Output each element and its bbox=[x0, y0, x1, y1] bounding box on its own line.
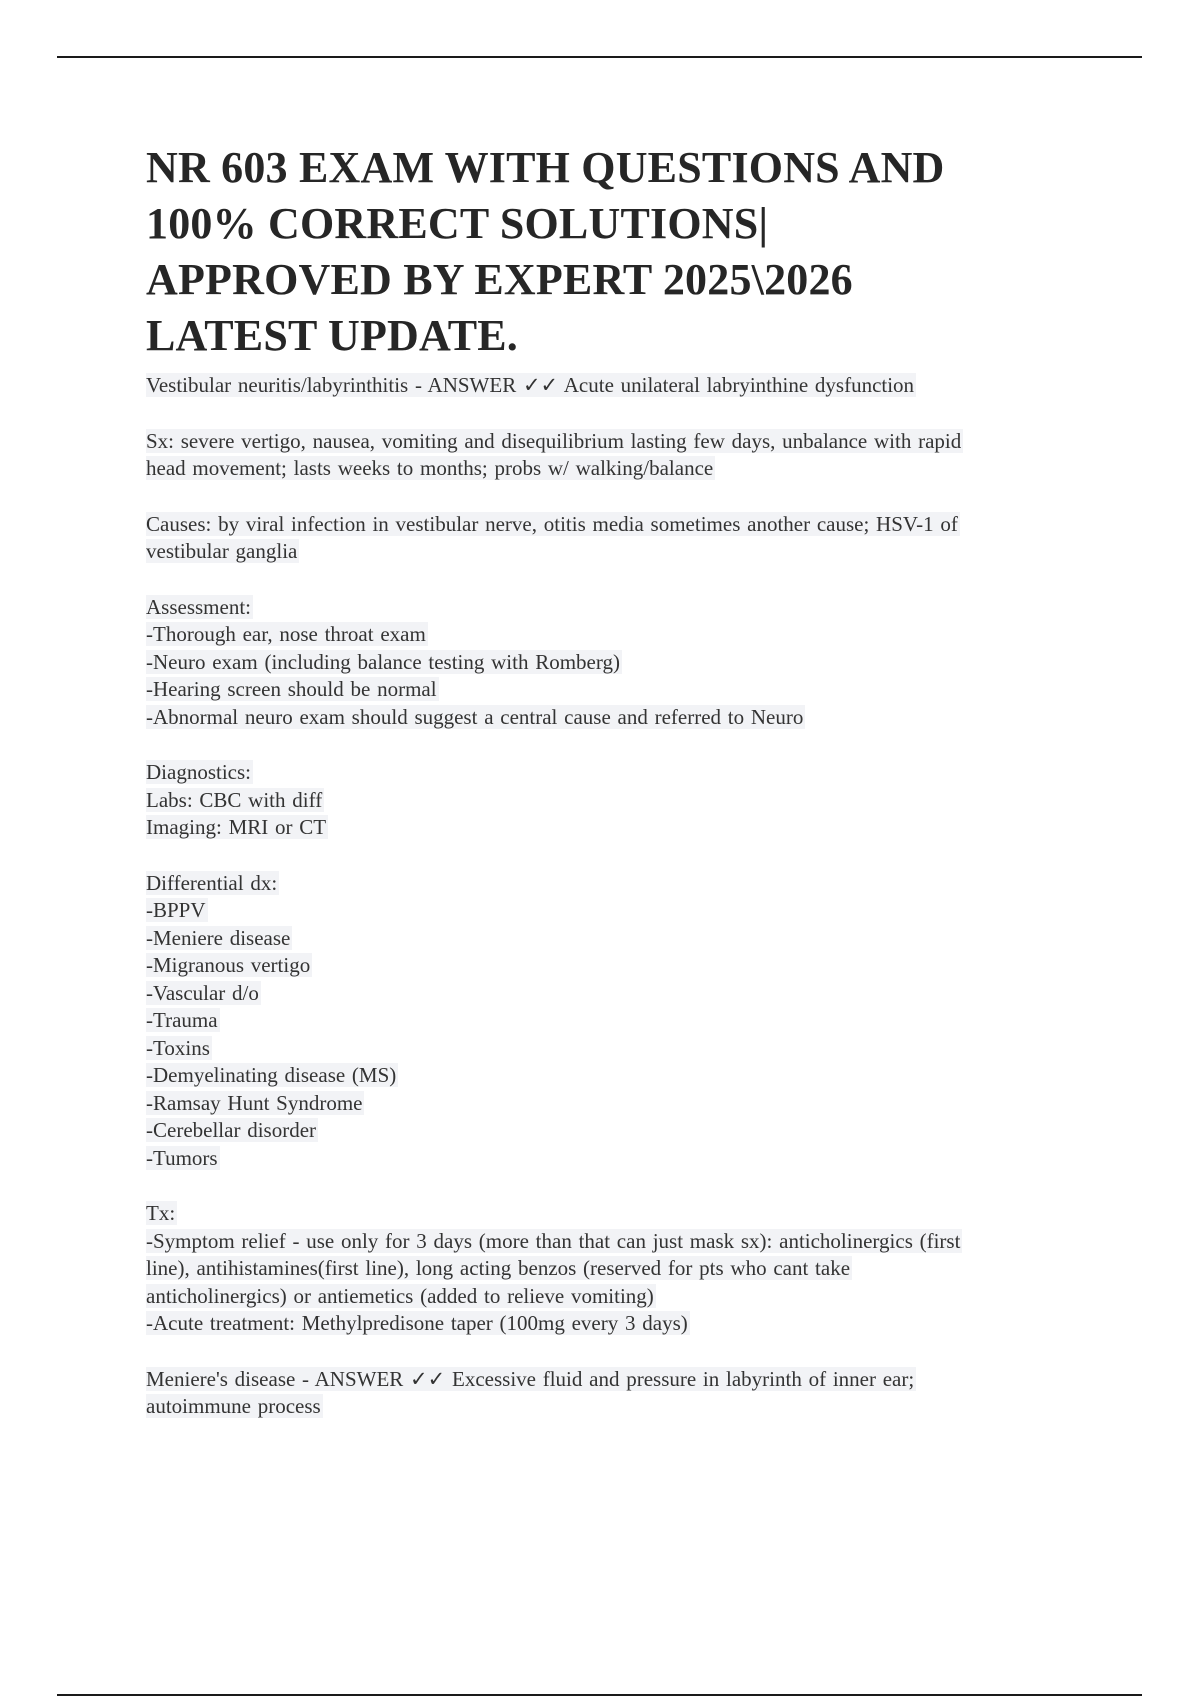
paragraph bbox=[146, 372, 1066, 400]
line-text: -Toxins bbox=[146, 1035, 210, 1060]
line-text: Differential dx: bbox=[146, 870, 278, 895]
text-line bbox=[146, 1283, 1066, 1311]
line-text: autoimmune process bbox=[146, 1394, 321, 1418]
line-text: -Hearing screen should be normal bbox=[146, 677, 437, 701]
text-line bbox=[146, 676, 1066, 704]
text-line bbox=[146, 1090, 1066, 1118]
line-text: -Acute treatment: Methylpredisone taper (100mg every 3 days) bbox=[146, 1311, 688, 1335]
top-rule bbox=[57, 56, 1142, 58]
text-line bbox=[146, 1200, 1066, 1228]
line-text: -Symptom relief - use only for 3 days (more than that can just mask sx): anticholinergics (first bbox=[146, 1228, 961, 1253]
line-text: Causes: by viral infection in vestibular nerve, otitis media sometimes another cause; HSV-1 of bbox=[146, 511, 958, 536]
text-line bbox=[146, 1310, 1066, 1338]
text-line bbox=[146, 1035, 1066, 1063]
line-text: -Thorough ear, nose throat exam bbox=[146, 622, 426, 646]
paragraph bbox=[146, 511, 1066, 566]
text-line bbox=[146, 1145, 1066, 1173]
text-line bbox=[146, 1255, 1066, 1283]
line-text: -Abnormal neuro exam should suggest a central cause and referred to Neuro bbox=[146, 704, 804, 729]
paragraph bbox=[146, 1200, 1066, 1338]
text-line bbox=[146, 1007, 1066, 1035]
line-text: -Ramsay Hunt Syndrome bbox=[146, 1090, 363, 1115]
text-line bbox=[146, 925, 1066, 953]
text-line bbox=[146, 1393, 1066, 1421]
text-line bbox=[146, 372, 1066, 400]
text-line bbox=[146, 814, 1066, 842]
text-line bbox=[146, 455, 1066, 483]
text-line bbox=[146, 511, 1066, 539]
line-text: Imaging: MRI or CT bbox=[146, 815, 327, 839]
text-line bbox=[146, 1228, 1066, 1256]
paragraph bbox=[146, 1366, 1066, 1421]
line-text: -Trauma bbox=[146, 1008, 218, 1032]
bottom-rule bbox=[57, 1694, 1142, 1696]
text-line bbox=[146, 594, 1066, 622]
text-line bbox=[146, 952, 1066, 980]
line-text: -Cerebellar disorder bbox=[146, 1118, 317, 1142]
line-text: -Neuro exam (including balance testing with Romberg) bbox=[146, 649, 620, 674]
paragraph bbox=[146, 594, 1066, 732]
text-line bbox=[146, 870, 1066, 898]
document-title: NR 603 EXAM WITH QUESTIONS AND 100% CORRECT SOLUTIONS| APPROVED BY EXPERT 2025\2026 LATEST UPDATE. bbox=[146, 143, 945, 360]
line-text: vestibular ganglia bbox=[146, 539, 298, 563]
document-content bbox=[146, 140, 1066, 1449]
text-line bbox=[146, 1062, 1066, 1090]
text-line bbox=[146, 980, 1066, 1008]
line-text: Diagnostics: bbox=[146, 760, 251, 784]
text-line bbox=[146, 621, 1066, 649]
line-text: -Tumors bbox=[146, 1145, 218, 1170]
line-text: -Demyelinating disease (MS) bbox=[146, 1063, 397, 1087]
paragraph bbox=[146, 870, 1066, 1173]
text-line bbox=[146, 649, 1066, 677]
line-text: Assessment: bbox=[146, 594, 251, 619]
line-text: -Meniere disease bbox=[146, 925, 291, 950]
line-text: -BPPV bbox=[146, 898, 206, 922]
line-text: head movement; lasts weeks to months; probs w/ walking/balance bbox=[146, 456, 714, 480]
line-text: Meniere's disease - ANSWER ✓✓ Excessive fluid and pressure in labyrinth of inner ear; bbox=[146, 1366, 915, 1391]
line-text: -Migranous vertigo bbox=[146, 953, 311, 977]
text-line bbox=[146, 787, 1066, 815]
text-line bbox=[146, 538, 1066, 566]
text-line bbox=[146, 428, 1066, 456]
line-text: Sx: severe vertigo, nausea, vomiting and disequilibrium lasting few days, unbalance with rapid bbox=[146, 428, 962, 453]
text-line bbox=[146, 897, 1066, 925]
document-body bbox=[146, 372, 1066, 1421]
text-line bbox=[146, 1366, 1066, 1394]
line-text: Labs: CBC with diff bbox=[146, 787, 323, 812]
text-line bbox=[146, 759, 1066, 787]
paragraph bbox=[146, 428, 1066, 483]
line-text: -Vascular d/o bbox=[146, 980, 259, 1005]
line-text: Tx: bbox=[146, 1201, 176, 1225]
text-line bbox=[146, 1117, 1066, 1145]
line-text: line), antihistamines(first line), long acting benzos (reserved for pts who cant take bbox=[146, 1256, 851, 1280]
line-text: anticholinergics) or antiemetics (added to relieve vomiting) bbox=[146, 1283, 654, 1308]
paragraph bbox=[146, 759, 1066, 842]
text-line bbox=[146, 704, 1066, 732]
line-text: Vestibular neuritis/labyrinthitis - ANSWER ✓✓ Acute unilateral labryinthine dysfunction bbox=[146, 373, 915, 397]
